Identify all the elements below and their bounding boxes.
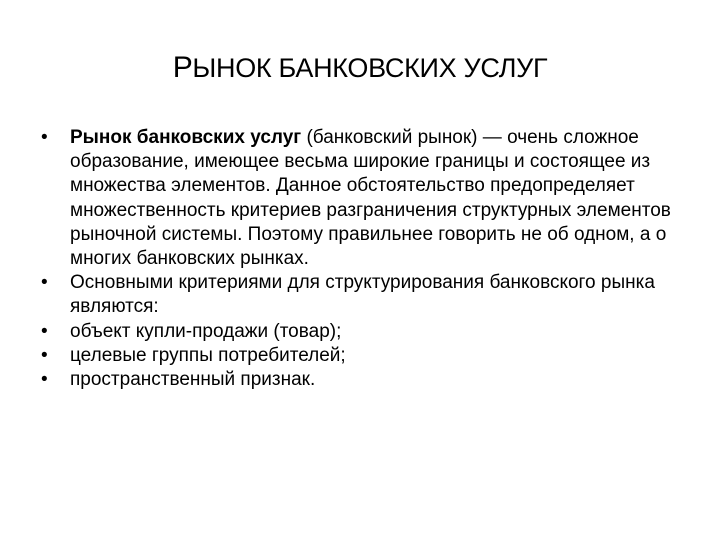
term-bold: Рынок банковских услуг bbox=[70, 127, 302, 148]
item-text: целевые группы потребителей; bbox=[70, 344, 346, 366]
list-item bbox=[36, 320, 696, 344]
list-item bbox=[36, 126, 696, 271]
item-text: (банковский рынок) — очень сложное образование, имеющее весьма широкие границы и состоящее из множества элементов. Данное обстоятельство предопределяет множественность критериев разграничения структурных элементов рыночной системы. Поэтому правильнее говорить не об одном, а о многих банковских рынках. bbox=[70, 127, 671, 270]
item-text: объект купли-продажи (товар); bbox=[70, 320, 342, 342]
slide-title: РЫНОК БАНКОВСКИХ УСЛУГ bbox=[172, 51, 548, 84]
list-item bbox=[36, 271, 696, 319]
bullet-icon: • bbox=[41, 320, 48, 342]
bullet-icon: • bbox=[41, 344, 48, 366]
item-text: пространственный признак. bbox=[70, 369, 316, 391]
bullet-icon: • bbox=[41, 369, 48, 391]
list-item bbox=[36, 344, 696, 368]
bullet-list bbox=[36, 126, 696, 392]
list-item bbox=[36, 368, 696, 392]
bullet-icon: • bbox=[41, 272, 48, 294]
item-text: Основными критериями для структурирования банковского рынка являются: bbox=[70, 272, 655, 318]
bullet-icon: • bbox=[41, 127, 48, 148]
